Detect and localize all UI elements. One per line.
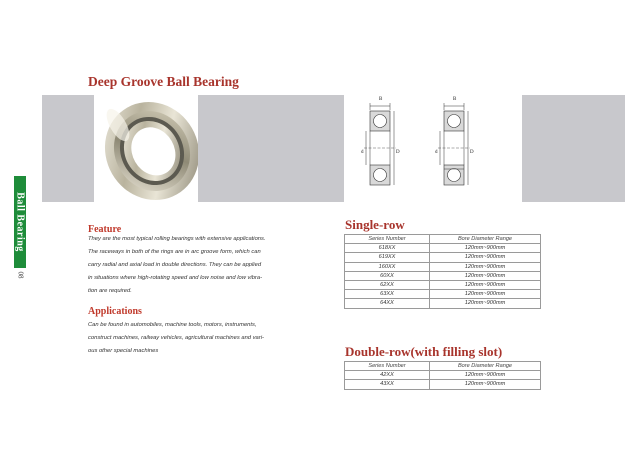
bore-range-cell: 120mm~900mm [430, 371, 541, 380]
table-row [345, 371, 541, 380]
double-row-heading: Double-row(with filling slot) [345, 344, 503, 359]
feature-line: carry radial and axial load in double directions. They can be applied [88, 262, 262, 268]
table-row [345, 280, 541, 289]
outer-diameter-label-1: D [396, 150, 400, 155]
table-row [345, 299, 541, 308]
bore-label-2: d [435, 150, 438, 155]
series-number-cell: 160XX [345, 262, 430, 271]
bore-range-cell: 120mm~900mm [430, 290, 541, 299]
bore-range-cell: 120mm~900mm [430, 253, 541, 262]
table-row [345, 271, 541, 280]
applications-line: construct machines, railway vehicles, agricultural machines and vari- [88, 335, 264, 341]
bore-range-cell: 120mm~900mm [430, 380, 541, 389]
table-row [345, 262, 541, 271]
column-header: Bore Diameter Range [430, 362, 541, 371]
width-label-2: B [453, 97, 457, 102]
table-row [345, 244, 541, 253]
outer-diameter-label-2: D [470, 150, 474, 155]
series-number-cell: 60XX [345, 271, 430, 280]
table-row [345, 290, 541, 299]
bore-label-1: d [361, 150, 364, 155]
gray-band-left [42, 95, 94, 202]
applications-line: Can be found in automobiles, machine tools, motors, instruments, [88, 322, 257, 328]
series-number-cell: 618XX [345, 244, 430, 253]
gray-band-middle [198, 95, 344, 202]
gray-band-right [522, 95, 625, 202]
table-row [345, 380, 541, 389]
bore-range-cell: 120mm~900mm [430, 299, 541, 308]
series-number-cell: 619XX [345, 253, 430, 262]
single-row-heading: Single-row [345, 217, 405, 232]
feature-heading: Feature [88, 224, 122, 235]
side-tab-label: Ball Bearing [14, 192, 26, 252]
feature-line: in situations where high-rotating speed and low noise and low vibra- [88, 275, 263, 281]
series-number-cell: 62XX [345, 280, 430, 289]
feature-line: tion are required. [88, 288, 132, 294]
feature-line: The raceways in both of the rings are in arc groove form, which can [88, 249, 261, 255]
series-number-cell: 43XX [345, 380, 430, 389]
table-header-row [345, 235, 541, 244]
double-row-table [344, 361, 541, 390]
series-number-cell: 42XX [345, 371, 430, 380]
applications-text [88, 319, 300, 358]
side-tab [14, 176, 26, 268]
feature-line: They are the most typical rolling bearings with extensive applications. [88, 236, 266, 242]
series-number-cell: 63XX [345, 290, 430, 299]
page-title: Deep Groove Ball Bearing [88, 74, 239, 89]
bore-range-cell: 120mm~900mm [430, 244, 541, 253]
width-label-1: B [379, 97, 383, 102]
series-number-cell: 64XX [345, 299, 430, 308]
applications-line: ous other special machines [88, 348, 159, 354]
bearing-photo [94, 95, 198, 202]
table-header-row [345, 362, 541, 371]
bearing-section-drawings [344, 95, 522, 202]
single-row-table [344, 234, 541, 309]
feature-text [88, 233, 300, 298]
table-row [345, 253, 541, 262]
bore-range-cell: 120mm~900mm [430, 280, 541, 289]
column-header: Series Number [345, 362, 430, 371]
column-header: Series Number [345, 235, 430, 244]
page-number-text: 08 [16, 271, 24, 279]
applications-heading: Applications [88, 306, 142, 317]
bore-range-cell: 120mm~900mm [430, 262, 541, 271]
bore-range-cell: 120mm~900mm [430, 271, 541, 280]
page-number [14, 271, 26, 279]
column-header: Bore Diameter Range [430, 235, 541, 244]
